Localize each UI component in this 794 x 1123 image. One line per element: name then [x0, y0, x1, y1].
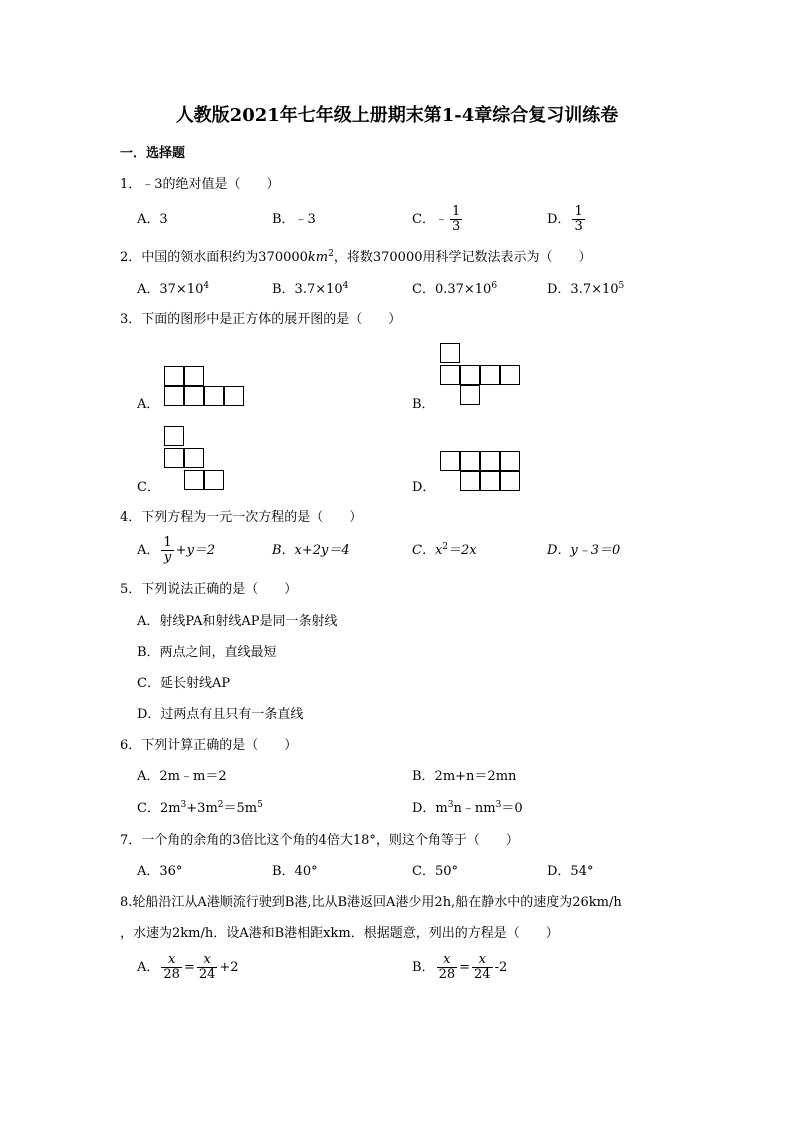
q7-option-b: B．40° [272, 864, 318, 879]
q1-option-d-label: D． [547, 212, 571, 227]
q3-option-a: A． [137, 397, 160, 412]
q1-option-c [412, 203, 464, 237]
q1-option-a: A．3 [137, 212, 168, 227]
q2-stem: 2．中国的领水面积约为$370000km^2$，将数370000用科学记数法表示为（ ） [120, 249, 592, 265]
fraction-denominator: 3 [451, 219, 461, 234]
q6-option-b: B．2m+n＝2mn [412, 769, 517, 784]
q1-stem: 1．﹣3的绝对值是（ ） [120, 177, 280, 192]
q4-stem: 4．下列方程为一元一次方程的是（ ） [120, 510, 363, 525]
q3-option-d: D． [412, 480, 436, 495]
q8-stem-line2: ，水速为2km/h．设A港和B港相距xkm．根据题意，列出的方程是（ ） [120, 926, 559, 941]
q5-option-c: C．延长射线AP [137, 676, 231, 691]
fraction-numerator: 1 [451, 204, 461, 219]
q4-option-d: D．y﹣3＝0 [547, 543, 621, 558]
q3-option-b: B． [412, 397, 435, 412]
q4-option-c: C．$x^2=2x$ [412, 542, 477, 558]
q8-option-a: A． $\frac{x}{28}$ = $\frac{x}{24}$ +2 [137, 952, 239, 982]
q1-option-d [547, 203, 587, 237]
q8-stem-line1: 8.轮船沿江从A港顺流行驶到B港,比从B港返回A港少用2h,船在静水中的速度为26km/h [120, 895, 622, 910]
q1-option-b: B．﹣3 [272, 212, 316, 227]
fraction-numerator: 1 [574, 204, 583, 219]
q4-option-a-fraction: $\frac{1}{y}$ [163, 535, 172, 565]
section-heading: 一．选择题 [120, 146, 186, 161]
q6-option-d: D．$m^3n﹣nm^3=0$ [412, 800, 523, 816]
q7-option-d: D．54° [547, 864, 594, 879]
q6-option-c: C．$2m^3+3m^2=5m^5$ [137, 800, 263, 816]
fraction-denominator: 3 [574, 219, 583, 234]
q8-option-b: B． $\frac{x}{28}$ = $\frac{x}{24}$ -2 [412, 952, 508, 982]
q5-stem: 5．下列说法正确的是（ ） [120, 582, 298, 597]
q2-option-d: D．$3.7\times 10^5$ [547, 281, 625, 297]
q7-option-c: C．50° [412, 864, 458, 879]
q2-option-c: C．$0.37\times 10^6$ [412, 281, 498, 297]
q2-option-b: B．$3.7\times 10^4$ [272, 281, 349, 297]
q5-option-d: D．过两点有且只有一条直线 [137, 707, 304, 722]
q1-option-c-fraction [450, 205, 462, 234]
q6-option-a: A．2m﹣m＝2 [137, 769, 227, 784]
q3-option-c: C． [137, 480, 160, 495]
q5-option-a: A．射线PA和射线AP是同一条射线 [137, 614, 338, 629]
q5-option-b: B．两点之间，直线最短 [137, 645, 277, 660]
q4-option-b: B．x+2y＝4 [272, 543, 350, 558]
q1-option-c-label: C．﹣ [412, 212, 448, 227]
q4-option-a: A． $\frac{1}{y}$ +y＝2 [137, 535, 216, 565]
q6-stem: 6．下列计算正确的是（ ） [120, 738, 298, 753]
q7-stem: 7．一个角的余角的3倍比这个角的4倍大18°，则这个角等于（ ） [120, 833, 519, 848]
q1-option-d-fraction [572, 205, 584, 234]
q7-option-a: A．36° [137, 864, 183, 879]
q2-option-a: A．$37\times 10^4$ [137, 281, 210, 297]
page-title: 人教版2021年七年级上册期末第1-4章综合复习训练卷 [175, 105, 619, 126]
q3-stem: 3．下面的图形中是正方体的展开图的是（ ） [120, 312, 402, 327]
